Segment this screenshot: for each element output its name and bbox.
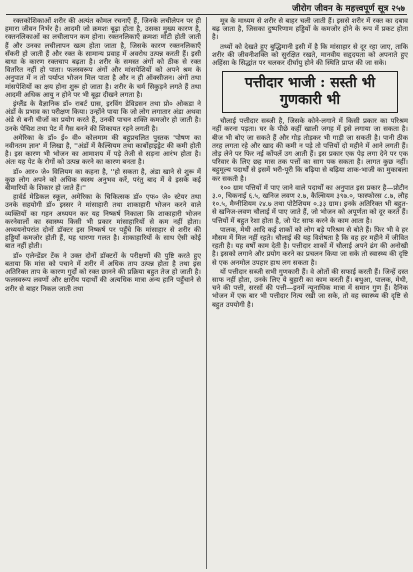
running-header: जीरोग जीवन के महत्त्वपूर्ण सूत्र २५७ bbox=[292, 4, 405, 14]
paragraph: अमेरिका के डॉ० ई० वी० कोलमाम की बहुप्रचलित पुस्तक 'पोषण का नवीनतम ज्ञान' में लिखा है, ''अंडों में कैल्सियम तथा कार्बोहाइड्रेट की कमी होती है। इस कारण भी भोजन का आमाशय में पड़े तेजी से सड़ना आरंभ होता है। अंतः यह पेट के रोगों को उत्पन्न करने का कारण बनता है। bbox=[5, 133, 201, 167]
right-column bbox=[212, 17, 408, 570]
paragraph: १०० ग्राम पत्तियों में पाए जाने वाले पदार्थों का अनुपात इस प्रकार है—प्रोटीन ३.०, चिकनाई ६.५, खनिज लवण २.७, कैल्सियम ३९७.०, फास्फोरस ८.७, लौह १०.५, मैग्नीशियम २४.७ तथा पोटैशियम ०.३३ ग्राम। इनके अतिरिक्त भी बहुत-से खनिज-लवण चौलाई में पाए जाते हैं, जो भोजन को अपूर्णता को दूर करते हैं। पत्तियों में बहुत रेशा होता है, जो पेट साफ करने के काम आता है। bbox=[212, 183, 408, 225]
paragraph: हार्वर्ड मेडिकल स्कूल, अमेरिका के चिकित्सक डॉ० एफ० जे० स्टेयर तथा उनके सहयोगी डॉ० इस्सर ने मांसाहारी तथा शाकाहारी भोजन करने वाले व्यक्तियों का गहन अध्ययन कर यह निष्कर्ष निकाला कि शाकाहारी भोजन करनेवालों का स्वास्थ्य किसी भी प्रकार मांसाहारियों से कम नहीं होता। अध्ययनोपरांत दोनों डॉक्टर इस निष्कर्ष पर पहुँचे कि मांसाहार से शरीर की हड्डियाँ कमजोर होती हैं, यह धारणा गलत है। शाकाहारियों के साथ ऐसी कोई बात नहीं होती। bbox=[5, 193, 201, 251]
paragraph: तथ्यों को देखते हुए बुद्धिमानी इसी में है कि मांसाहार से दूर रहा जाए, ताकि शरीर की जीवनीशक्ति को सुरक्षित रखते, मानवीय सहृदयता को अपनाते हुए अहिंसा के सिद्धांत पर चलकर दीर्घायु होने की स्थिति प्राप्त की जा सके। bbox=[212, 42, 408, 68]
column-divider bbox=[206, 17, 207, 569]
paragraph: इंग्लैंड के वैज्ञानिक डॉ० राबर्ट ग्रास, इरविंग डेविडसन तथा प्रो० ओकडा ने अंडों के प्रभाव का परीक्षण किया। उन्होंने पाया कि जो लोग लगातार अंडा अथवा अंडे से बनी चीजों का प्रयोग करते हैं, उनकी पाचन शक्ति कमजोर हो जाती है। उनके पेचिश तथा पेट में गैस बनने की शिकायत रहने लगती है। bbox=[5, 100, 201, 133]
header-rule bbox=[6, 14, 407, 15]
paragraph: रक्तकोशिकाओं शरीर की अत्यंत कोमल रचनाएँ हैं, जिनके लचीलेपन पर ही हमारा जीवन निर्भर है। आदमी जो क्रमशः बूढ़ा होता है, उसका मुख्य कारण है, रक्तनलिकाओं का लचीलापन कम होना। रक्तनलिकाएँ क्रमशः मोटी होती जाती हैं और उनका लचीलापन खत्म होता जाता है, जिसके कारण रक्तनलिकाएँ सँकरी हो जाती हैं और रक्त के सामान्य प्रवाह में अवरोध उत्पन्न करती हैं। इसी बाधा के कारण रक्तचाप बढ़ता है। शरीर के समस्त अंगों को ठीक से रक्त वितरित नहीं हो पाता। फलस्वरूप अंगों और मांसपेशियों को अपने श्रम के अनुपात में न तो पर्याप्त भोजन मिल पाता है और न ही ऑक्सीजन। अंगों तथा मांसपेशियों का क्षय होना शुरू हो जाता है। शरीर के चर्म सिकुड़ने लगते हैं तथा आदमी अधिक आयु न होने पर भी बूढ़ा दीखने लगता है। bbox=[5, 17, 201, 99]
left-column bbox=[5, 17, 201, 570]
paragraph: यों पत्तीदार सब्जी सभी गुणकारी हैं। वे ओतों की सफाई करती हैं। जिन्हें दस्त साफ नहीं होता, उनके लिए ये बुहारी का काम करती हैं। बथुआ, पालक, मेथी, चने की पत्ती, सरसों की पत्ती—इनमें न्यूनाधिक मात्रा में समान गुण हैं। दैनिक भोजन में एक बार भी पत्तीदार नित्य रखी जा सके, तो वह स्वास्थ्य की दृष्टि से बहुत उपयोगी है। bbox=[212, 267, 408, 309]
paragraph: डॉ० एलेन्डेंडर टेंक ने उक्त दोनों डॉक्टरों के परीक्षणों की पुष्टि करते हुए बताया कि मांस को पचाने में शरीर में अधिक ताप उत्पन्न होता है तथा इस अतिरिक्त ताप के कारण गुर्दों को रक्त छानने की प्रक्रिया बहुत तेज हो जाती है। फलस्वरूप लवणों और क्षारीय पदार्थों की अत्यधिक मात्रा अन्य हानि पहुँचाने से शरीर से बाहर निकल जाती तथा bbox=[5, 251, 201, 293]
paragraph: पालक, मेथी आदि कई शाकों को लोग बड़े परिश्रम से बोते हैं। फिर भी वे हर मौसम में मिल नहीं रहते। चौलाई की यह विशेषता है कि वह हर महीने में जीवित रहती है। यह वर्षों काम देती है। पत्तीदार शाकों में चौलाई अपने ढंग की अनोखी है। इसको लगाने और प्रयोग करने का प्रचलन किया जा सके तो स्वास्थ्य की दृष्टि से एक अनमोल उपहार हाथ लग सकता है। bbox=[212, 225, 408, 267]
section-heading-box: पत्तीदार भाजी : सस्ती भी गुणकारी भी bbox=[222, 71, 398, 113]
paragraph: मूत्र के माध्यम से शरीर से बाहर चली जाती हैं। इससे शरीर में रक्त का दबाव बढ़ जाता है, जिसका दुष्परिणाम हड्डियों के कमजोर होने के रूप में प्रकट होता है। bbox=[212, 17, 408, 42]
paragraph: डॉ० आर० जे० विलियम का कहना है, ''हो सकता है, अंडा खाने से शुरू में कुछ लोग अपने को अधिक स्वस्थ अनुभव करें, परंतु बाद में वे इसके कई बीमारियों के शिकार हो जाते हैं।'' bbox=[5, 167, 201, 193]
paragraph: चौलाई पत्तीदार सब्जी है, जिसके कोने-लगाने में किसी प्रकार का परिश्रम नहीं करना पड़ता। घर के पीछे कहीं खाली जगह में इसे लगाया जा सकता है। बीज भी बोए जा सकते हैं और गोड़ तोड़कर भी गाड़ी जा सकती है। पानी ठीक तरह लगता रहे और खाद की कमी न पड़े तो पत्तियों दो महीने में आने लगती हैं। तोड़ लेने पर फिर नई कोंपलें उग आती हैं। इस प्रकार एक पेड़ लगा देने पर एक परिवार के लिए छह मास तक पत्तों का साग पक सकता है। लागत कुछ नहीं। बहुमूल्य पदार्थों से इसमें भरी-पूरी कि बढ़िया से बढ़िया शाक-भाजी का मुकाबला कर सकती है। bbox=[212, 117, 408, 183]
